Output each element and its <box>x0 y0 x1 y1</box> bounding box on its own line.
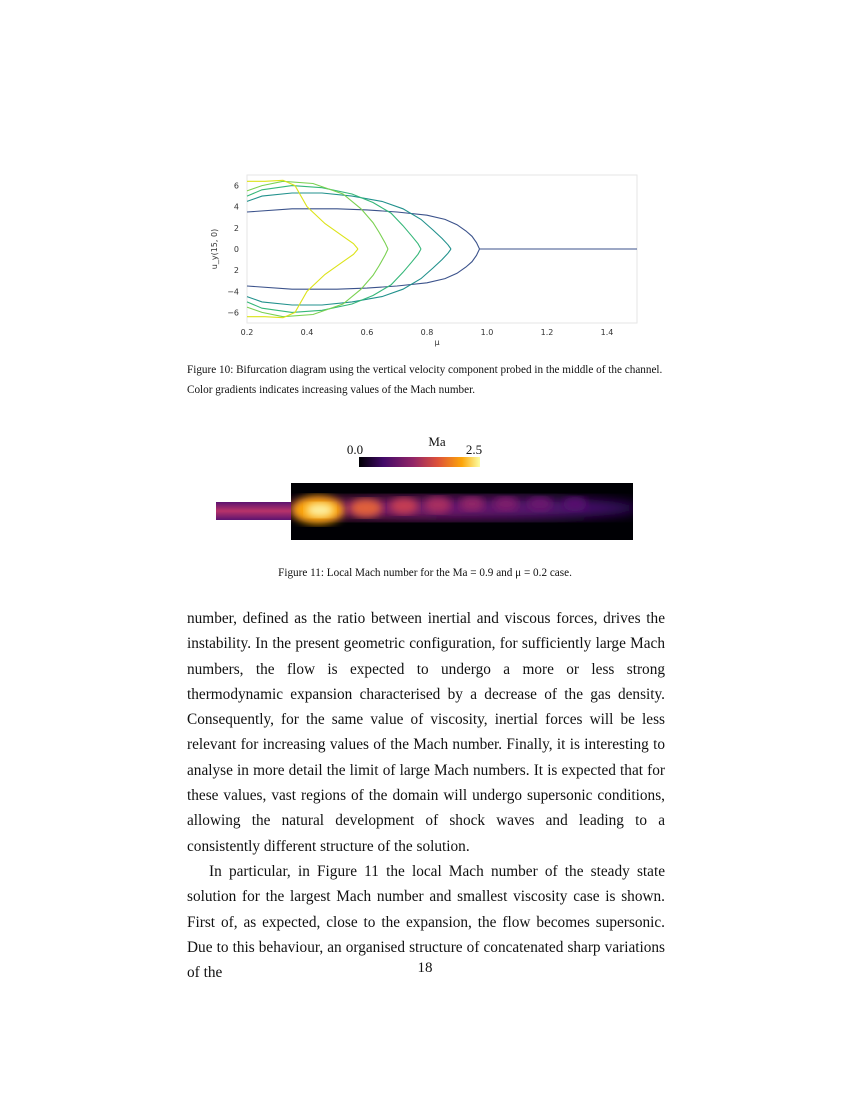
page-number: 18 <box>417 960 433 976</box>
y-tick-label: 2 <box>233 223 239 233</box>
x-tick-label: 1.0 <box>480 328 494 337</box>
y-tick-label: 0 <box>233 245 239 254</box>
figure-10-caption: Figure 10: Bifurcation diagram using the vertical velocity component probed in the middle of the channel. Color gradients indicates increasing values of the Mach number. <box>187 364 663 396</box>
y-axis-label: u_y(15, 0) <box>210 228 219 270</box>
colorbar <box>359 457 480 467</box>
bifurcation-plot <box>195 168 645 358</box>
paragraph-2: In particular, in Figure 11 the local Mach number of the steady state solution for the largest Mach number and smallest viscosity case is shown. First of, as expected, close to the expansion, the flow becomes supersonic. Due to this behaviour, an organised structure of concatenated sharp variations of the <box>187 862 665 982</box>
colorbar-min-label: 0.0 <box>346 442 364 457</box>
series-line-4-upper <box>247 181 388 249</box>
colorbar-title: Ma <box>428 434 446 449</box>
mach-field-svg <box>210 430 640 545</box>
y-tick-label: 2 <box>233 266 239 276</box>
series-line-1-lower <box>247 249 637 289</box>
figure-11-caption: Figure 11: Local Mach number for the Ma = 0.9 and μ = 0.2 case. <box>278 567 572 579</box>
series-line-5-upper <box>247 180 358 249</box>
x-tick-label: 1.2 <box>540 328 554 337</box>
paragraph-1: number, defined as the ratio between inertial and viscous forces, drives the instability. In the present geometric configuration, for sufficiently large Mach numbers, the flow is expected to undergo a more or less strong thermodynamic expansion characterised by a decrease of the gas density. Consequently, for the same value of viscosity, inertial forces will be less relevant for increasing values of the Mach number. Finally, it is interesting to analyse in more detail the limit of large Mach numbers. It is expected that for these values, vast regions of the domain will undergo supersonic conditions, allowing the natural development of shock waves and leading to a consistently different structure of the solution. <box>187 610 665 855</box>
y-tick-label: 6 <box>233 181 239 191</box>
x-axis-label: μ <box>434 338 440 347</box>
x-tick-label: 0.4 <box>300 328 314 337</box>
inlet-channel <box>216 502 292 520</box>
y-tick-label: 4 <box>233 202 239 212</box>
y-tick-label: −6 <box>227 308 239 318</box>
y-tick-label: −4 <box>227 287 239 297</box>
figure-10-chart <box>195 168 645 358</box>
colorbar-max-label: 2.5 <box>465 442 483 457</box>
series-line-4-lower <box>247 249 388 317</box>
x-tick-label: 0.8 <box>420 328 434 337</box>
body-text <box>187 606 665 985</box>
series-line-1-upper <box>247 209 637 249</box>
x-tick-label: 0.6 <box>360 328 374 337</box>
x-tick-label: 1.4 <box>600 328 614 337</box>
x-tick-label: 0.2 <box>240 328 254 337</box>
series-line-5-lower <box>247 249 358 318</box>
figure-11-mach-field <box>210 430 640 545</box>
